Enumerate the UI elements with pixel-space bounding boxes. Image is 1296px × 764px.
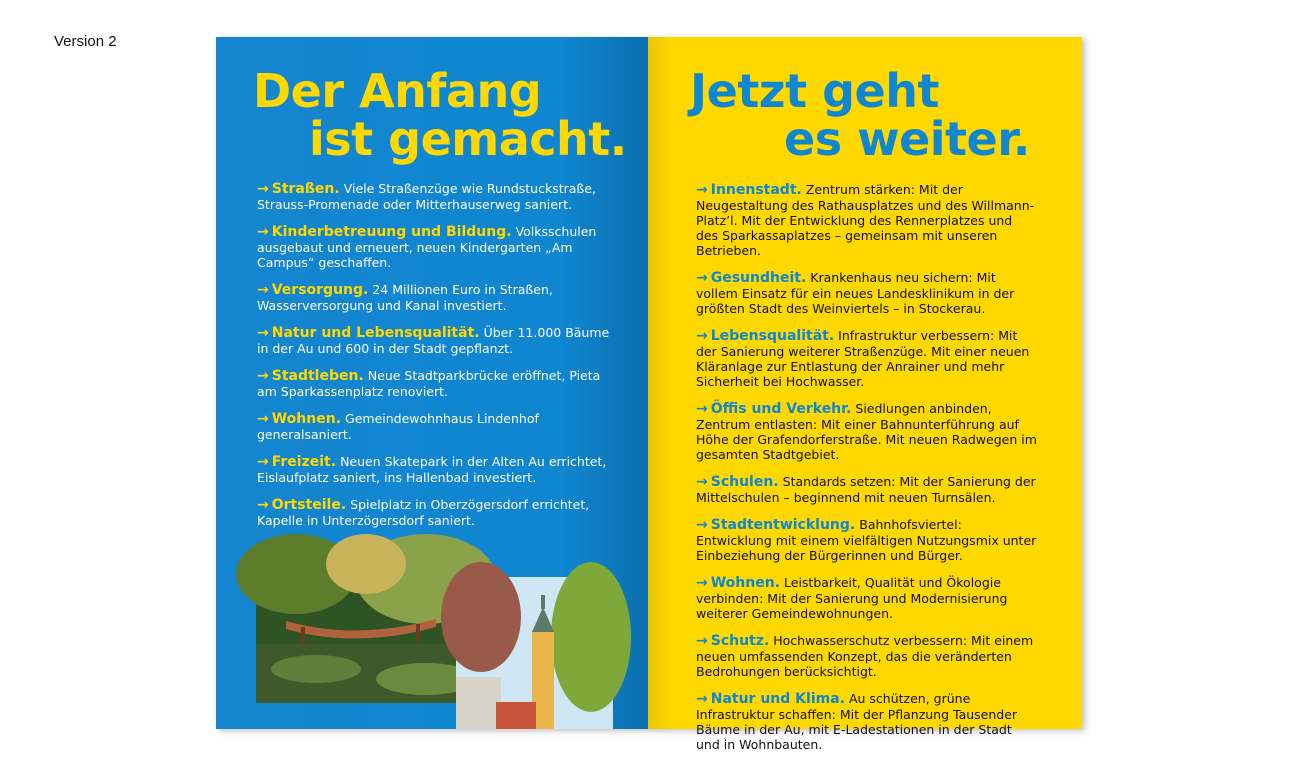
- arrow-right-icon: →: [257, 454, 269, 470]
- arrow-right-icon: →: [696, 517, 708, 533]
- item-title: Versorgung.: [271, 282, 369, 298]
- arrow-right-icon: →: [257, 181, 269, 197]
- list-item: [257, 497, 617, 528]
- item-text: Standards setzen: Mit der Sanierung der Mittelschulen – beginnend mit neuen Turnsälen.: [696, 474, 1036, 505]
- arrow-right-icon: →: [257, 325, 269, 341]
- arrow-right-icon: →: [257, 282, 269, 298]
- arrow-right-icon: →: [696, 270, 708, 286]
- list-item: [696, 474, 1038, 505]
- item-title: Lebensqualität.: [710, 328, 835, 344]
- church-tower-photo: [456, 577, 613, 729]
- item-text: 24 Millionen Euro in Straßen, Wasserversorgung und Kanal investiert.: [257, 282, 553, 313]
- item-title: Stadtleben.: [271, 368, 364, 384]
- brochure-spread: [216, 37, 1082, 752]
- goals-list: [696, 182, 1038, 764]
- arrow-right-icon: →: [696, 633, 708, 649]
- item-text: Viele Straßenzüge wie Rundstuckstraße, Strauss-Promenade oder Mitterhauserweg saniert.: [257, 181, 596, 212]
- list-item: [257, 454, 617, 485]
- left-page: [216, 37, 648, 729]
- item-title: Öffis und Verkehr.: [710, 401, 852, 417]
- item-title: Kinderbetreuung und Bildung.: [271, 224, 512, 240]
- arrow-right-icon: →: [696, 575, 708, 591]
- item-title: Stadtentwicklung.: [710, 517, 856, 533]
- arrow-right-icon: →: [696, 182, 708, 198]
- list-item: [696, 691, 1038, 752]
- arrow-right-icon: →: [257, 411, 269, 427]
- right-page: [648, 37, 1082, 752]
- arrow-right-icon: →: [696, 328, 708, 344]
- item-text: Siedlungen anbinden, Zentrum entlasten: Mit einer Bahnunterführung auf Höhe der Grafendorferstraße. Mit neuen Radwegen im gesamten Stadtgebiet.: [696, 401, 1037, 462]
- item-title: Natur und Klima.: [710, 691, 845, 707]
- left-headline-line-2: ist gemacht.: [309, 112, 627, 166]
- list-item: [257, 325, 617, 356]
- item-title: Schulen.: [710, 474, 779, 490]
- list-item: [696, 328, 1038, 389]
- list-item: [257, 368, 617, 399]
- item-title: Wohnen.: [271, 411, 342, 427]
- list-item: [257, 224, 617, 270]
- version-label: Version 2: [54, 33, 117, 50]
- arrow-right-icon: →: [696, 474, 708, 490]
- list-item: [257, 411, 617, 442]
- item-text: Infrastruktur verbessern: Mit der Sanierung weiterer Straßenzüge. Mit einer neuen Kläranlage zur Entlastung der Anrainer und mehr Sicherheit bei Hochwasser.: [696, 328, 1030, 389]
- item-text: Neuen Skatepark in der Alten Au errichtet, Eislaufplatz saniert, ins Hallenbad investiert.: [257, 454, 607, 485]
- item-text: Zentrum stärken: Mit der Neugestaltung des Rathausplatzes und des Willmann-Platz’l. Mit der Entwicklung des Rennerplatzes und des Sparkassaplatzes – gemeinsam mit unseren Betrieben.: [696, 182, 1035, 258]
- item-text: Gemeindewohnhaus Lindenhof generalsaniert.: [257, 411, 539, 442]
- list-item: [696, 517, 1038, 563]
- item-text: Au schützen, grüne Infrastruktur schaffen: Mit der Pflanzung Tausender Bäume in der Au, mit E-Ladestationen in der Stadt und in Wohnbauten.: [696, 691, 1018, 752]
- arrow-right-icon: →: [696, 691, 708, 707]
- arrow-right-icon: →: [257, 497, 269, 513]
- item-title: Ortsteile.: [271, 497, 347, 513]
- arrow-right-icon: →: [257, 368, 269, 384]
- item-text: Bahnhofsviertel: Entwicklung mit einem vielfältigen Nutzungsmix unter Einbeziehung der Bürgerinnen und Bürger.: [696, 517, 1037, 563]
- list-item: [696, 182, 1038, 258]
- item-title: Innenstadt.: [710, 182, 802, 198]
- list-item: [696, 401, 1038, 462]
- right-headline-line-2: es weiter.: [784, 112, 1030, 166]
- item-title: Natur und Lebensqualität.: [271, 325, 480, 341]
- list-item: [696, 633, 1038, 679]
- right-headline-line-1: Jetzt geht: [690, 64, 939, 118]
- arrow-right-icon: →: [257, 224, 269, 240]
- list-item: [696, 575, 1038, 621]
- list-item: [257, 181, 617, 212]
- list-item: [696, 270, 1038, 316]
- item-title: Gesundheit.: [710, 270, 807, 286]
- left-headline: [253, 64, 627, 166]
- item-title: Wohnen.: [710, 575, 781, 591]
- item-text: Spielplatz in Oberzögersdorf errichtet, Kapelle in Unterzögersdorf saniert.: [257, 497, 590, 528]
- item-text: Leistbarkeit, Qualität und Ökologie verbinden: Mit der Sanierung und Modernisierung weiterer Gemeindewohnungen.: [696, 575, 1008, 621]
- item-title: Straßen.: [271, 181, 340, 197]
- achievements-list: [257, 181, 617, 540]
- left-headline-line-1: Der Anfang: [253, 64, 542, 118]
- item-text: Neue Stadtparkbrücke eröffnet, Pieta am Sparkassenplatz renoviert.: [257, 368, 601, 399]
- item-text: Hochwasserschutz verbessern: Mit einem neuen umfassenden Konzept, das die veränderten Bedrohungen berücksichtigt.: [696, 633, 1034, 679]
- item-text: Volksschulen ausgebaut und erneuert, neuen Kindergarten „Am Campus“ geschaffen.: [257, 224, 597, 270]
- item-text: Über 11.000 Bäume in der Au und 600 in der Stadt gepflanzt.: [257, 325, 610, 356]
- list-item: [257, 282, 617, 313]
- item-text: Krankenhaus neu sichern: Mit vollem Einsatz für ein neues Landesklinikum in der größten Stadt des Weinviertels – in Stockerau.: [696, 270, 1015, 316]
- item-title: Schutz.: [710, 633, 770, 649]
- right-headline: [690, 64, 1030, 166]
- item-title: Freizeit.: [271, 454, 337, 470]
- arrow-right-icon: →: [696, 401, 708, 417]
